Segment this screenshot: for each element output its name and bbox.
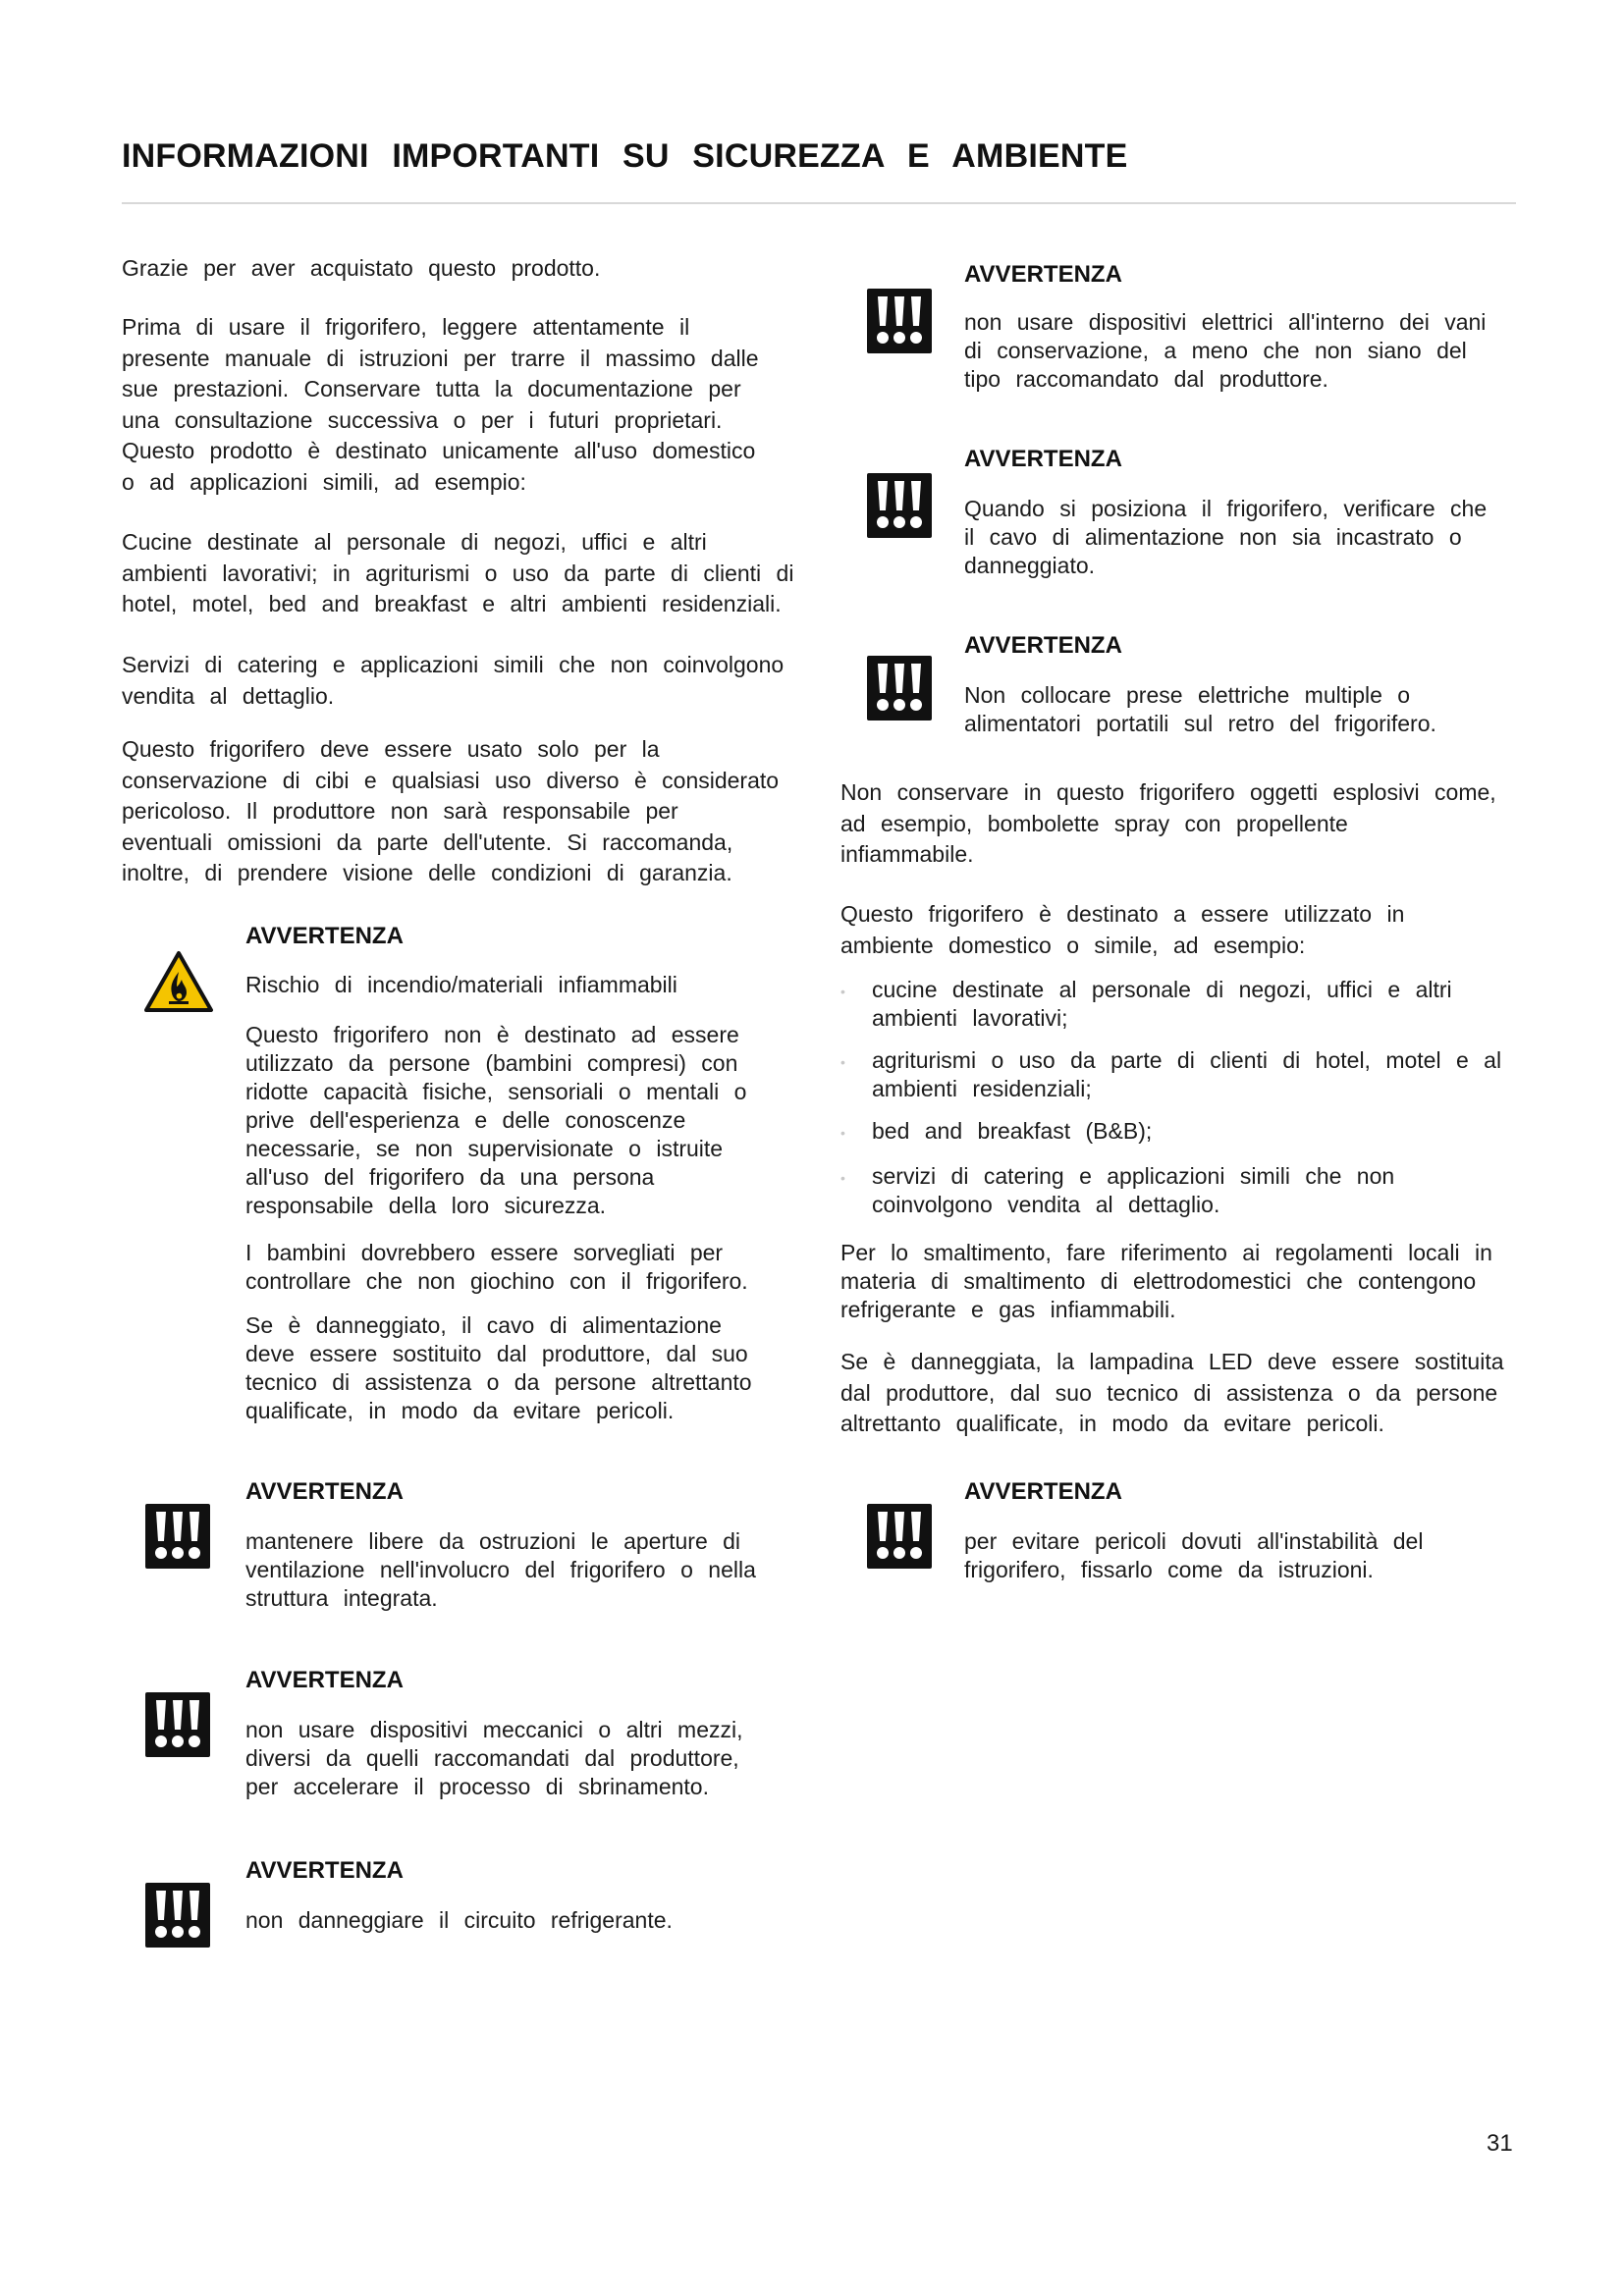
text-line: ambienti lavorativi; [872, 1005, 1068, 1031]
text-line: Questo frigorifero non è destinato ad essere [245, 1022, 739, 1047]
bullet-icon: • [840, 984, 845, 999]
exclamation-warning-icon [867, 656, 932, 721]
text-line: tecnico di assistenza o da persone altrettanto [245, 1369, 752, 1395]
intro-paragraph [122, 312, 759, 498]
refrigerant-warning-text [245, 1906, 673, 1935]
fire-warning-paragraph-persons [245, 1021, 746, 1220]
text-line: Non collocare prese elettriche multiple o [964, 682, 1411, 708]
text-line: deve essere sostituito dal produttore, dal suo [245, 1341, 748, 1366]
text-line: ambienti lavorativi; in agriturismi o uso da parte di clienti di [122, 560, 794, 586]
multiple-sockets-warning-heading: AVVERTENZA [964, 632, 1122, 659]
text-line: materia di smaltimento di elettrodomestici che contengono [840, 1268, 1477, 1294]
text-line: per evitare pericoli dovuti all'instabilità del [964, 1528, 1424, 1554]
title-divider [122, 202, 1516, 204]
exclamation-warning-icon [867, 289, 932, 353]
power-cable-warning-text [964, 495, 1487, 580]
exclamation-warning-icon [145, 1692, 210, 1757]
text-line: o ad applicazioni simili, ad esempio: [122, 468, 526, 495]
text-line: mantenere libere da ostruzioni le aperture di [245, 1528, 741, 1554]
text-line: inoltre, di prendere visione delle condizioni di garanzia. [122, 860, 732, 885]
text-line: Se è danneggiato, il cavo di alimentazione [245, 1312, 722, 1338]
text-line: di conservazione, a meno che non siano del [964, 338, 1467, 363]
bullet-icon: • [840, 1125, 845, 1141]
text-line: una consultazione successiva o per i futuri proprietari. [122, 406, 723, 433]
text-line: I bambini dovrebbero essere sorvegliati per [245, 1240, 724, 1265]
exclamation-warning-icon [867, 473, 932, 538]
text-line: refrigerante e gas infiammabili. [840, 1297, 1176, 1322]
text-line: coinvolgono vendita al dettaglio. [872, 1192, 1220, 1217]
text-line: il cavo di alimentazione non sia incastrato o [964, 524, 1462, 550]
text-line: non usare dispositivi elettrici all'interno dei vani [964, 309, 1487, 335]
explosives-paragraph [840, 777, 1496, 871]
text-line: Cucine destinate al personale di negozi, uffici e altri [122, 529, 707, 555]
text-line: qualificate, in modo da evitare pericoli. [245, 1398, 675, 1423]
text-line: necessarie, se non supervisionate o istruite [245, 1136, 724, 1161]
text-line: struttura integrata. [245, 1585, 438, 1611]
exclamation-warning-icon [145, 1504, 210, 1569]
text-line: controllare che non giochino con il frigorifero. [245, 1268, 748, 1294]
list-item [840, 1162, 1394, 1219]
text-line: infiammabile. [840, 841, 974, 867]
bullet-icon: • [840, 1170, 845, 1186]
electrical-devices-warning-heading: AVVERTENZA [964, 261, 1122, 288]
disposal-paragraph [840, 1239, 1492, 1324]
text-line: agriturismi o uso da parte di clienti di hotel, motel e al [872, 1047, 1502, 1073]
ventilation-warning-text [245, 1527, 756, 1613]
text-line: Questo frigorifero è destinato a essere utilizzato in [840, 901, 1405, 927]
list-item [840, 1046, 1501, 1103]
text-line: cucine destinate al personale di negozi, uffici e altri [872, 977, 1452, 1002]
bullet-icon: • [840, 1054, 845, 1070]
text-line: utilizzato da persone (bambini compresi) con [245, 1050, 738, 1076]
flammable-warning-icon [143, 950, 214, 1013]
text-line: altrettanto qualificate, in modo da evitare pericoli. [840, 1411, 1384, 1436]
text-line: diversi da quelli raccomandati dal produttore, [245, 1745, 739, 1771]
text-line: Servizi di catering e applicazioni simili che non coinvolgono [122, 652, 785, 677]
text-line: frigorifero, fissarlo come da istruzioni. [964, 1557, 1374, 1582]
text-line: Per lo smaltimento, fare riferimento ai regolamenti locali in [840, 1240, 1492, 1265]
text-line: all'uso del frigorifero da una persona [245, 1164, 655, 1190]
text-line: servizi di catering e applicazioni simili che non [872, 1163, 1395, 1189]
text-line: ad esempio, bombolette spray con propellente [840, 810, 1348, 836]
text-line: presente manuale di istruzioni per trarre il massimo dalle [122, 345, 759, 371]
text-line: eventuali omissioni da parte dell'utente. Si raccomanda, [122, 828, 733, 855]
text-line: ridotte capacità fisiche, sensoriali o mentali o [245, 1079, 747, 1104]
text-line: vendita al dettaglio. [122, 682, 335, 709]
text-line: Questo prodotto è destinato unicamente all'uso domestico [122, 438, 756, 463]
text-line: bed and breakfast (B&B); [872, 1118, 1153, 1144]
text-line: Non conservare in questo frigorifero oggetti esplosivi come, [840, 779, 1496, 805]
list-item [840, 976, 1452, 1033]
defrost-warning-heading: AVVERTENZA [245, 1667, 404, 1693]
text-line: ambiente domestico o simile, ad esempio: [840, 932, 1306, 958]
power-cable-warning-heading: AVVERTENZA [964, 446, 1122, 472]
exclamation-warning-icon [867, 1504, 932, 1569]
domestic-use-paragraph [840, 899, 1404, 961]
page-title: INFORMAZIONI IMPORTANTI SU SICUREZZA E AMBIENTE [122, 137, 1128, 175]
led-lamp-paragraph [840, 1347, 1504, 1440]
page-number: 31 [1487, 2130, 1513, 2157]
fire-warning-subtitle: Rischio di incendio/materiali infiammabili [245, 972, 677, 997]
stability-warning-heading: AVVERTENZA [964, 1478, 1122, 1505]
text-line: responsabile della loro sicurezza. [245, 1193, 607, 1218]
text-line: Quando si posiziona il frigorifero, verificare che [964, 496, 1488, 521]
ventilation-warning-heading: AVVERTENZA [245, 1478, 404, 1505]
fire-warning-heading: AVVERTENZA [245, 923, 404, 949]
refrigerant-warning-heading: AVVERTENZA [245, 1857, 404, 1884]
text-line: sue prestazioni. Conservare tutta la documentazione per [122, 376, 741, 401]
defrost-warning-text [245, 1716, 743, 1801]
text-line: non danneggiare il circuito refrigerante. [245, 1907, 673, 1933]
fire-warning-paragraph-children [245, 1239, 748, 1296]
text-line: ventilazione nell'involucro del frigorifero o nella [245, 1557, 756, 1582]
exclamation-warning-icon [145, 1883, 210, 1948]
text-line: Questo frigorifero deve essere usato solo per la [122, 736, 660, 762]
list-item [840, 1117, 1152, 1146]
text-line: tipo raccomandato dal produttore. [964, 366, 1328, 392]
text-line: Se è danneggiata, la lampadina LED deve essere sostituita [840, 1349, 1504, 1374]
fire-warning-paragraph-cable [245, 1311, 752, 1425]
text-line: hotel, motel, bed and breakfast e altri ambienti residenziali. [122, 591, 782, 616]
text-line: alimentatori portatili sul retro del frigorifero. [964, 711, 1436, 736]
text-line: conservazione di cibi e qualsiasi uso diverso è considerato [122, 767, 780, 793]
text-line: prive dell'esperienza e delle conoscenze [245, 1107, 686, 1133]
electrical-devices-warning-text [964, 308, 1486, 394]
text-line: ambienti residenziali; [872, 1076, 1092, 1101]
text-line: dal produttore, dal suo tecnico di assistenza o da persone [840, 1379, 1498, 1406]
intro-thanks: Grazie per aver acquistato questo prodotto. [122, 255, 601, 281]
usage-paragraph-kitchens [122, 527, 793, 620]
stability-warning-text [964, 1527, 1423, 1584]
usage-liability-paragraph [122, 734, 779, 889]
text-line: per accelerare il processo di sbrinamento. [245, 1774, 709, 1799]
text-line: non usare dispositivi meccanici o altri mezzi, [245, 1717, 743, 1742]
text-line: Prima di usare il frigorifero, leggere attentamente il [122, 314, 690, 340]
multiple-sockets-warning-text [964, 681, 1436, 738]
usage-paragraph-catering [122, 650, 784, 712]
text-line: danneggiato. [964, 553, 1096, 578]
text-line: pericoloso. Il produttore non sarà responsabile per [122, 798, 678, 824]
